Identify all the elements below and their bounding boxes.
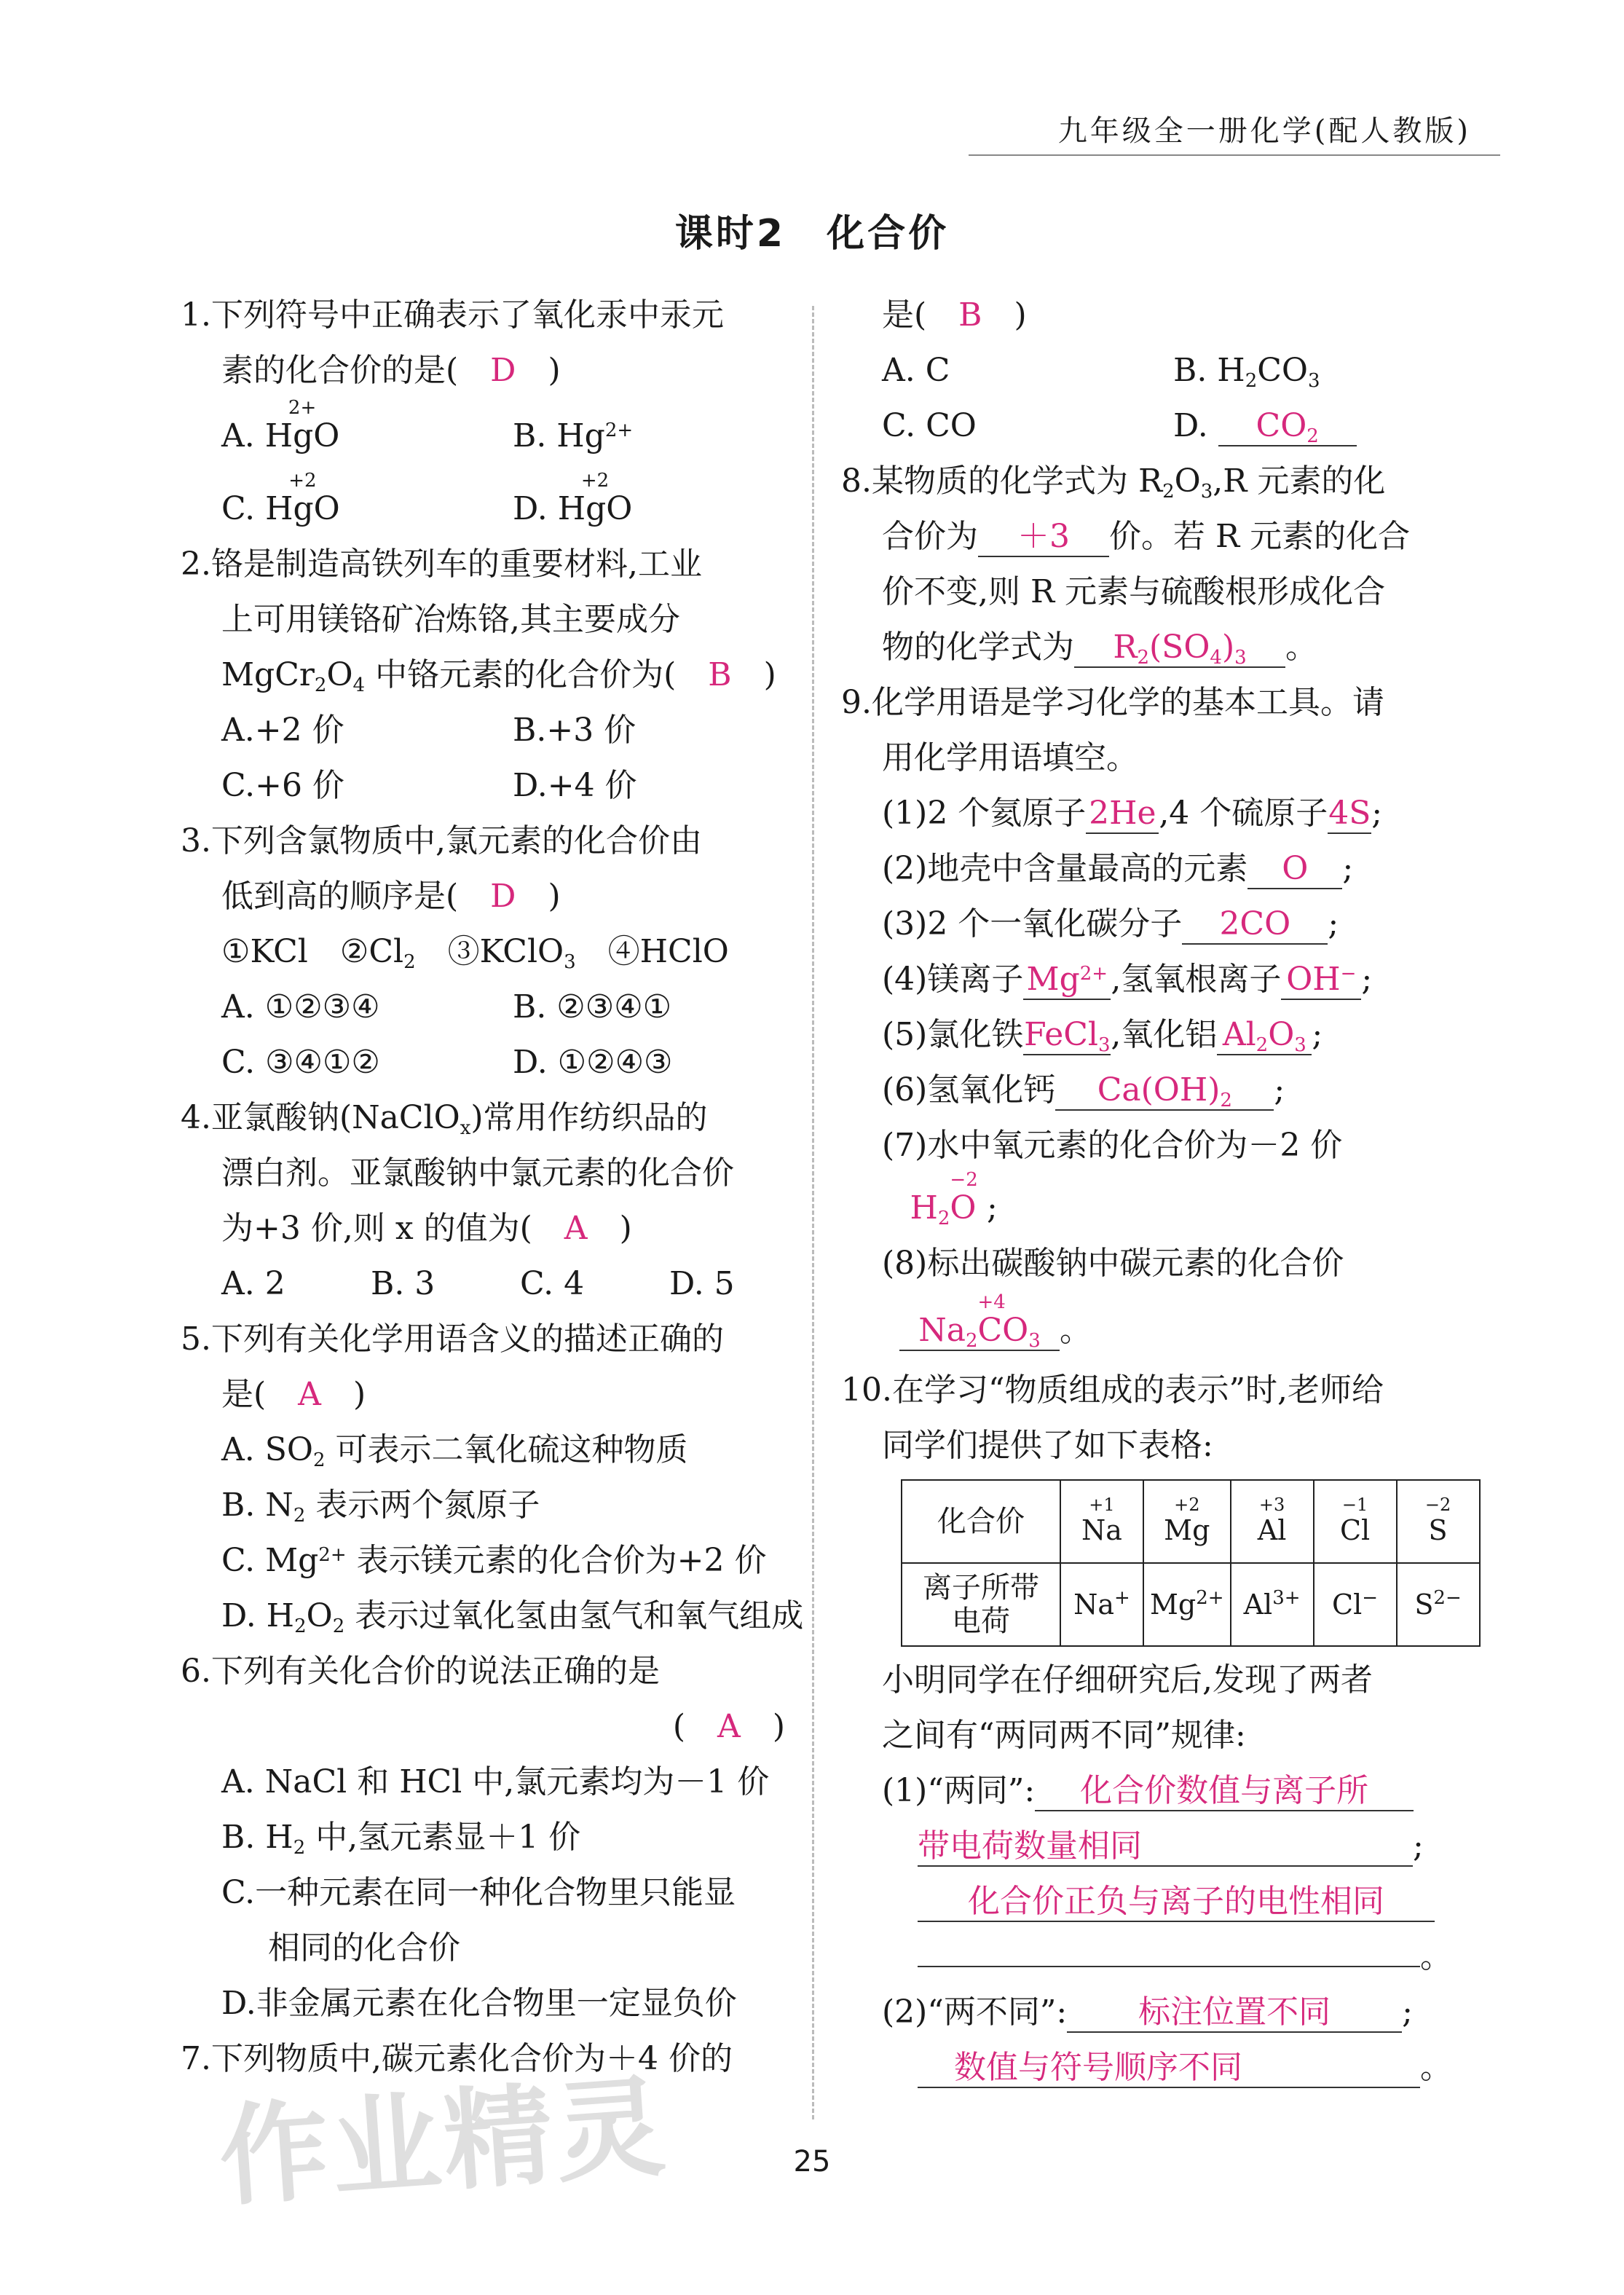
q1-options-cd [181, 470, 785, 537]
q9-part-7: (7)水中氧元素的化合价为－2 价 [882, 1127, 1343, 1164]
q6-answer-row: ( A ) [672, 1708, 785, 1745]
table-cell: $Al^{3+}$ [1231, 1563, 1314, 1646]
table-cell: −2 S [1397, 1480, 1480, 1563]
q2-stem-2: 上可用镁铬矿冶炼铬,其主要成分 [221, 601, 680, 638]
q4-stem-3: 为+3 价,则 x 的值为( A ) [221, 1210, 632, 1247]
q10-part-2: (2)“两不同”: 标注位置不同 ; [841, 1985, 1482, 2040]
table-row-charge [902, 1563, 1480, 1646]
q6-answer: A [717, 1708, 741, 1745]
q9-stem: 9.化学用语是学习化学的基本工具。请 [841, 684, 1384, 721]
q2-options-ab: A.+2 价 B.+3 价 [221, 712, 636, 749]
q2-options-cd: C.+6 价 D.+4 价 [221, 767, 637, 804]
header-rule [969, 154, 1500, 156]
q10-part-2-line2: 数值与符号顺序不同 。 [841, 2040, 1482, 2095]
q7-d-blank: $CO_2$ [1218, 407, 1357, 446]
q4-answer: A [564, 1210, 588, 1247]
q3-stem: 3.下列含氯物质中,氯元素的化合价由 [181, 822, 702, 859]
q8-stem-3: 价不变,则 R 元素与硫酸根形成化合 [882, 573, 1386, 610]
q7-stem-2: 是( B ) [882, 296, 1027, 334]
table-row-valence [902, 1480, 1480, 1563]
q6-stem: 6.下列有关化合价的说法正确的是 [181, 1653, 660, 1690]
q9-part-6: (6)氢氧化钙 $Ca(OH)_2$ ; [882, 1071, 1285, 1111]
column-divider [812, 306, 814, 2119]
q10-stem-2: 同学们提供了如下表格: [882, 1427, 1213, 1464]
q10-stem: 10.在学习“物质组成的表示”时,老师给 [841, 1371, 1384, 1409]
q6-option-d: D.非金属元素在化合物里一定显负价 [221, 1985, 737, 2022]
table-head-valence: 化合价 [902, 1480, 1060, 1563]
table-cell: +1 Na [1060, 1480, 1143, 1563]
lesson-title: 课时2 化合价 [674, 212, 950, 256]
q7-stem: 7.下列物质中,碳元素化合价为＋4 价的 [181, 2040, 733, 2077]
q9-part-4: (4)镁离子$Mg^{2+}$,氢氧根离子 OH− ; [841, 952, 1482, 1007]
q4-options: A. 2 B. 3 C. 4 D. 5 [221, 1265, 735, 1302]
q1-stem: 1.下列符号中正确表示了氧化汞中汞元 [181, 296, 724, 334]
q5-stem: 5.下列有关化学用语含义的描述正确的 [181, 1320, 724, 1358]
q9-stem-2: 用化学用语填空。 [882, 739, 1138, 776]
q10-part-1-line2: 带电荷数量相同 ; [841, 1819, 1482, 1874]
q1-option-b: B. $Hg^{2+}$ [513, 417, 634, 454]
q4-stem: 4.亚氯酸钠(NaClO$_x$)常用作纺织品的 [181, 1099, 708, 1139]
q1-option-a: A. 2+ HgO [221, 397, 340, 454]
q1-answer: D [490, 352, 516, 389]
q8-blank-2: $R_2(SO_4)_3$ [1074, 629, 1285, 668]
page-number: 25 [793, 2145, 831, 2178]
valence-charge-table [901, 1479, 1481, 1647]
q2-stem: 2.铬是制造高铁列车的重要材料,工业 [181, 546, 702, 583]
left-column [181, 288, 804, 2087]
q5-option-d: D. $H_2O_2$ 表示过氧化氢由氢气和氧气组成 [221, 1597, 804, 1637]
q7-options-ab: A. C B. $H_2CO_3$ [882, 352, 1320, 392]
q8-stem: 8.某物质的化学式为 $R_2O_3,R$ 元素的化 [841, 462, 1386, 503]
q6-option-c-2: 相同的化合价 [268, 1929, 460, 1967]
q9-part-3: (3)2 个一氧化碳分子 2CO ; [841, 897, 1482, 952]
q1-stem-2: 素的化合价的是( D ) [221, 352, 561, 389]
q8-stem-4: 物的化学式为 $R_2(SO_4)_3$ 。 [882, 629, 1317, 669]
q6-option-a: A. NaCl 和 HCl 中,氯元素均为－1 价 [221, 1763, 770, 1800]
q5-stem-2: 是( A ) [221, 1376, 366, 1413]
q6-option-c: C.一种元素在同一种化合物里只能显 [221, 1874, 736, 1911]
q1-options-ab [181, 397, 785, 464]
q9-part-5: (5)氯化铁FeCl$_3$,氧化铝 $Al_2O_3$ ; [882, 1016, 1323, 1056]
q9-part-8-answer: $Na_2$ +4 $CO_3$ 。 [841, 1303, 1482, 1358]
table-cell: +2 Mg [1143, 1480, 1231, 1563]
q3-stem-2: 低到高的顺序是( D ) [221, 878, 561, 915]
q10-stem-4: 之间有“两同两不同”规律: [882, 1717, 1246, 1754]
q3-items: ①KCl $②Cl_2$ ③KClO$_3$ ④HClO [221, 933, 729, 973]
q10-part-1: (1)“两同”: 化合价数值与离子所 [841, 1763, 1482, 1819]
table-cell: +3 Al [1231, 1480, 1314, 1563]
q9-part-2: (2)地壳中含量最高的元素 O ; [841, 841, 1482, 897]
q5-option-a: A. $SO_2$ 可表示二氧化硫这种物质 [221, 1431, 688, 1471]
table-head-charge: 离子所带 电荷 [902, 1563, 1060, 1646]
q3-options-ab: A. ①②③④ B. ②③④① [221, 988, 672, 1026]
q3-answer: D [490, 878, 516, 915]
q7-options-cd: C. CO D. $CO_2$ [841, 398, 1482, 454]
q5-answer: A [298, 1376, 321, 1413]
q1-option-c: C. +2 HgO [221, 470, 340, 527]
running-header: 九年级全一册化学(配人教版) [1057, 114, 1471, 148]
q9-part-8: (8)标出碳酸钠中碳元素的化合价 [882, 1245, 1344, 1282]
q2-stem-3: $MgCr_2O_4$ 中铬元素的化合价为( B ) [221, 656, 776, 696]
q8-stem-2: 合价为 ＋3 价。若 R 元素的化合 [841, 509, 1482, 564]
q10-part-1-line3: 化合价正负与离子的电性相同 [841, 1874, 1482, 1929]
q1-option-d: D. +2 HgO [513, 470, 633, 527]
watermark: 作业精灵 [215, 2063, 672, 2222]
table-cell: $S^{2-}$ [1397, 1563, 1480, 1646]
q9-part-1: (1)2 个氦原子2He,4 个硫原子4S; [841, 786, 1482, 841]
right-column [841, 288, 1482, 2095]
table-cell: $Mg^{2+}$ [1143, 1563, 1231, 1646]
q6-option-b: B. $H_2$ 中,氢元素显＋1 价 [221, 1819, 581, 1859]
q7-answer: B [958, 296, 982, 334]
q4-stem-2: 漂白剂。亚氯酸钠中氯元素的化合价 [221, 1154, 734, 1192]
q5-option-b: B. $N_2$ 表示两个氮原子 [221, 1487, 540, 1527]
table-cell: Na+ [1060, 1563, 1143, 1646]
q10-part-1-line4: 。 [841, 1929, 1482, 1985]
q2-answer: B [708, 656, 732, 693]
q3-options-cd: C. ③④①② D. ①②④③ [221, 1044, 673, 1081]
q5-option-c: C. $Mg^{2+}$ 表示镁元素的化合价为+2 价 [221, 1542, 767, 1579]
table-cell: Cl− [1314, 1563, 1397, 1646]
q10-stem-3: 小明同学在仔细研究后,发现了两者 [882, 1661, 1373, 1698]
table-cell: −1 Cl [1314, 1480, 1397, 1563]
q9-part-7-answer: $H_2$ −2 O ; [910, 1169, 998, 1229]
q8-blank-1: ＋3 [978, 518, 1109, 557]
